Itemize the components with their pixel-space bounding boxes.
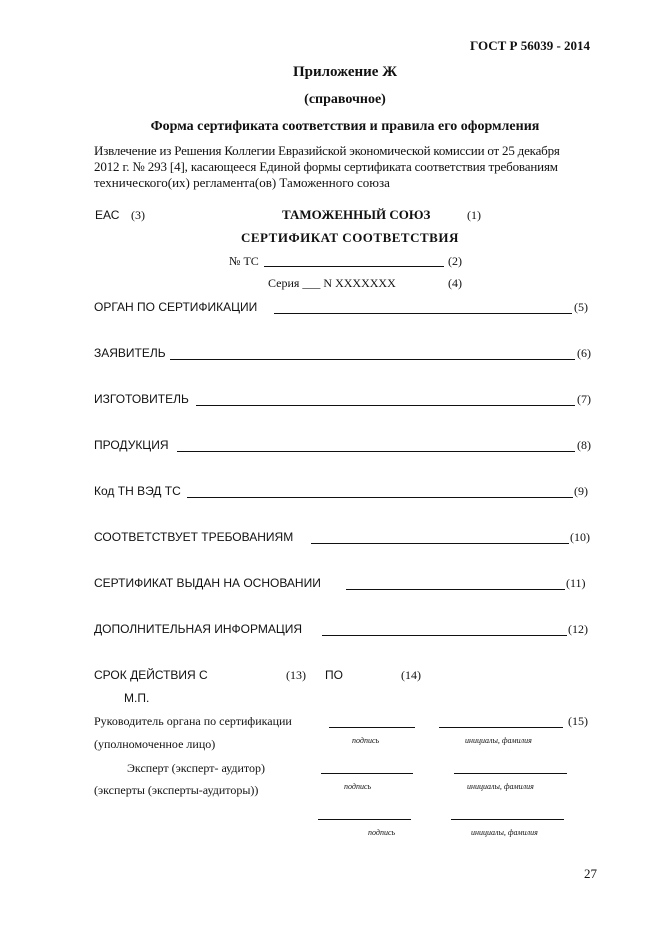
standard-code: ГОСТ Р 56039 - 2014 bbox=[470, 38, 591, 53]
signature-expert-label: Эксперт (эксперт- аудитор) bbox=[127, 761, 266, 775]
field-num-issued-based-on: (11) bbox=[566, 576, 586, 590]
signature-expert-name-line bbox=[454, 773, 567, 774]
field-num-product: (8) bbox=[577, 438, 591, 452]
certificate-series: Серия ___ N XXXXXXX bbox=[268, 276, 396, 290]
validity-to-num: (14) bbox=[401, 668, 421, 682]
signature-expert2-name-line bbox=[451, 819, 564, 820]
customs-union-number: (1) bbox=[467, 208, 481, 222]
signature-expert-sublabel: (эксперты (эксперты-аудиторы)) bbox=[94, 783, 259, 797]
signature-expert-sign-caption: подпись bbox=[344, 782, 372, 791]
certificate-number-line bbox=[264, 266, 444, 267]
page-number: 27 bbox=[584, 866, 597, 881]
field-line-manufacturer bbox=[196, 405, 575, 406]
signature-head-sign-line bbox=[329, 727, 415, 728]
appendix-title: Приложение Ж bbox=[292, 64, 398, 80]
signature-head-sign-caption: подпись bbox=[352, 736, 380, 745]
field-line-issued-based-on bbox=[346, 589, 565, 590]
field-label-additional-info: ДОПОЛНИТЕЛЬНАЯ ИНФОРМАЦИЯ bbox=[94, 622, 302, 636]
certificate-title: СЕРТИФИКАТ СООТВЕТСТВИЯ bbox=[241, 230, 459, 245]
appendix-heading: Форма сертификата соответствия и правила его оформления bbox=[150, 119, 540, 134]
field-num-certification-body: (5) bbox=[574, 300, 588, 314]
validity-from-num: (13) bbox=[286, 668, 306, 682]
field-line-applicant bbox=[170, 359, 575, 360]
intro-line-1: Извлечение из Решения Коллегии Евразийской экономической комиссии от 25 декабря bbox=[94, 143, 560, 158]
field-num-additional-info: (12) bbox=[568, 622, 588, 636]
signature-expert-name-caption: инициалы, фамилия bbox=[467, 782, 534, 791]
eac-mark: ЕАС bbox=[95, 208, 120, 222]
signature-expert2-sign-line bbox=[318, 819, 411, 820]
signature-head-label: Руководитель органа по сертификации bbox=[94, 714, 292, 728]
eac-number: (3) bbox=[131, 208, 145, 222]
signature-head-num: (15) bbox=[568, 714, 588, 728]
signature-expert-sign-line bbox=[321, 773, 413, 774]
validity-to-label: ПО bbox=[325, 668, 343, 682]
customs-union-label: ТАМОЖЕННЫЙ СОЮЗ bbox=[282, 207, 431, 222]
field-line-additional-info bbox=[322, 635, 567, 636]
intro-line-3: технического(их) регламента(ов) Таможенного союза bbox=[94, 175, 390, 190]
field-label-complies-with: СООТВЕТСТВУЕТ ТРЕБОВАНИЯМ bbox=[94, 530, 294, 544]
validity-label: СРОК ДЕЙСТВИЯ С bbox=[94, 668, 208, 682]
field-line-product bbox=[177, 451, 575, 452]
field-num-hs-code: (9) bbox=[574, 484, 588, 498]
stamp-place-label: М.П. bbox=[124, 691, 150, 705]
field-line-complies-with bbox=[311, 543, 569, 544]
field-num-complies-with: (10) bbox=[570, 530, 590, 544]
signature-expert2-sign-caption: подпись bbox=[368, 828, 396, 837]
field-line-hs-code bbox=[187, 497, 573, 498]
field-line-certification-body bbox=[274, 313, 572, 314]
field-num-manufacturer: (7) bbox=[577, 392, 591, 406]
signature-head-name-line bbox=[439, 727, 563, 728]
field-label-product: ПРОДУКЦИЯ bbox=[94, 438, 169, 452]
signature-head-sublabel: (уполномоченное лицо) bbox=[94, 737, 216, 751]
intro-line-2: 2012 г. № 293 [4], касающееся Единой формы сертификата соответствия требованиям bbox=[94, 159, 558, 174]
field-label-issued-based-on: СЕРТИФИКАТ ВЫДАН НА ОСНОВАНИИ bbox=[94, 576, 321, 590]
field-label-manufacturer: ИЗГОТОВИТЕЛЬ bbox=[94, 392, 189, 406]
certificate-number-num: (2) bbox=[448, 254, 462, 268]
field-label-applicant: ЗАЯВИТЕЛЬ bbox=[94, 346, 166, 360]
certificate-number-prefix: № ТС bbox=[229, 254, 259, 268]
field-label-certification-body: ОРГАН ПО СЕРТИФИКАЦИИ bbox=[94, 300, 258, 314]
signature-head-name-caption: инициалы, фамилия bbox=[465, 736, 532, 745]
certificate-series-num: (4) bbox=[448, 276, 462, 290]
signature-expert2-name-caption: инициалы, фамилия bbox=[471, 828, 538, 837]
appendix-subtitle: (справочное) bbox=[304, 92, 386, 107]
field-num-applicant: (6) bbox=[577, 346, 591, 360]
field-label-hs-code: Код ТН ВЭД ТС bbox=[94, 484, 181, 498]
